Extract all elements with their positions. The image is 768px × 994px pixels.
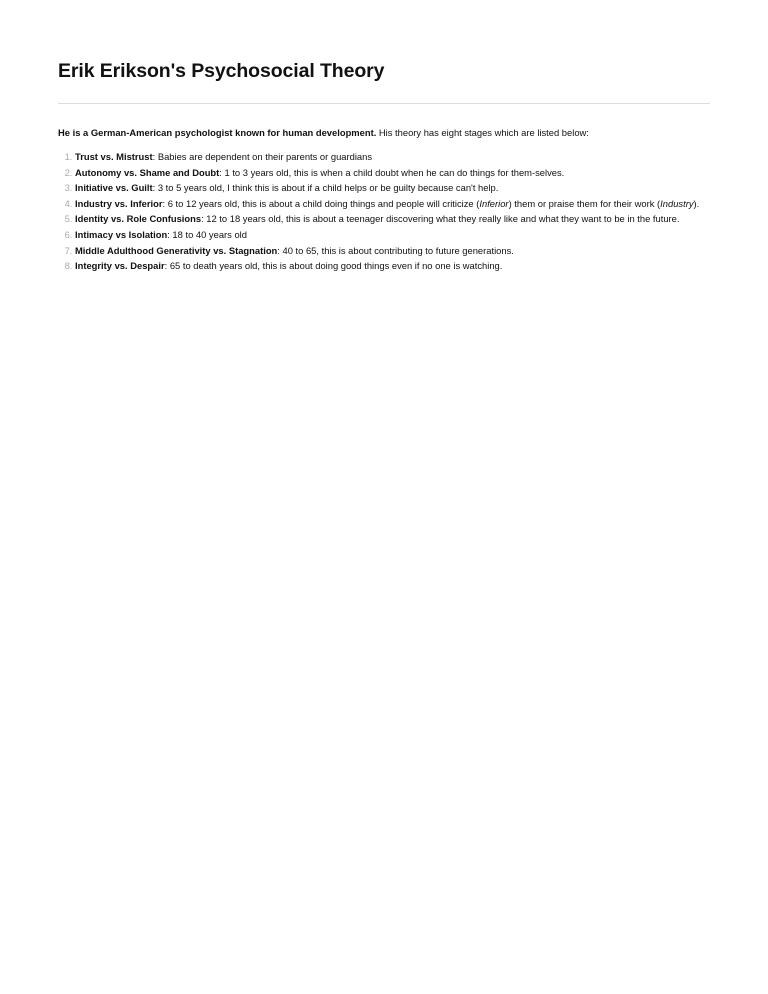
page-title: Erik Erikson's Psychosocial Theory (58, 60, 385, 82)
list-item (75, 244, 727, 257)
stage-name: Integrity vs. Despair (75, 260, 165, 272)
stage-text: : 3 to 5 years old, I think this is about if a child helps or be guilty because can't help. (152, 182, 499, 194)
stage-name: Industry vs. Inferior (75, 197, 163, 209)
stage-text: : 12 to 18 years old, this is about a teenager discovering what they really like and what they want to be in the future. (201, 213, 680, 225)
stage-text: ) them or praise them for their work ( (508, 197, 661, 209)
stage-italic: Industry (660, 197, 694, 209)
stage-name: Trust vs. Mistrust (75, 151, 153, 162)
stage-name: Middle Adulthood Generativity vs. Stagnation (75, 244, 278, 256)
stage-name: Initiative vs. Guilt (75, 182, 153, 194)
intro-paragraph (58, 126, 710, 139)
stage-name: Autonomy vs. Shame and Doubt (75, 166, 220, 178)
stage-text: : 40 to 65, this is about contributing to future generations. (277, 244, 514, 256)
list-item (75, 166, 727, 179)
stage-name: Identity vs. Role Confusions (75, 213, 202, 225)
stage-italic: Inferior (479, 197, 509, 209)
stage-text: : 1 to 3 years old, this is when a child doubt when he can do things for them-selves. (219, 166, 565, 178)
list-item (75, 181, 727, 194)
stage-text: : 6 to 12 years old, this is about a child doing things and people will criticize ( (162, 197, 480, 209)
intro-text: His theory has eight stages which are listed below: (376, 127, 589, 138)
stage-text: : Babies are dependent on their parents or guardians (152, 151, 373, 162)
list-item (75, 228, 727, 241)
stage-text: : 65 to death years old, this is about doing good things even if no one is watching. (164, 260, 503, 272)
list-item (75, 212, 727, 225)
stages-list (58, 150, 727, 275)
divider (58, 103, 710, 104)
intro-bold: He is a German-American psychologist known for human development. (58, 127, 377, 138)
list-item (75, 197, 727, 210)
stage-name: Intimacy vs Isolation (75, 228, 168, 240)
list-item (75, 150, 727, 163)
stage-text: : 18 to 40 years old (167, 228, 247, 240)
list-item (75, 259, 727, 272)
stage-text: ). (693, 197, 700, 209)
